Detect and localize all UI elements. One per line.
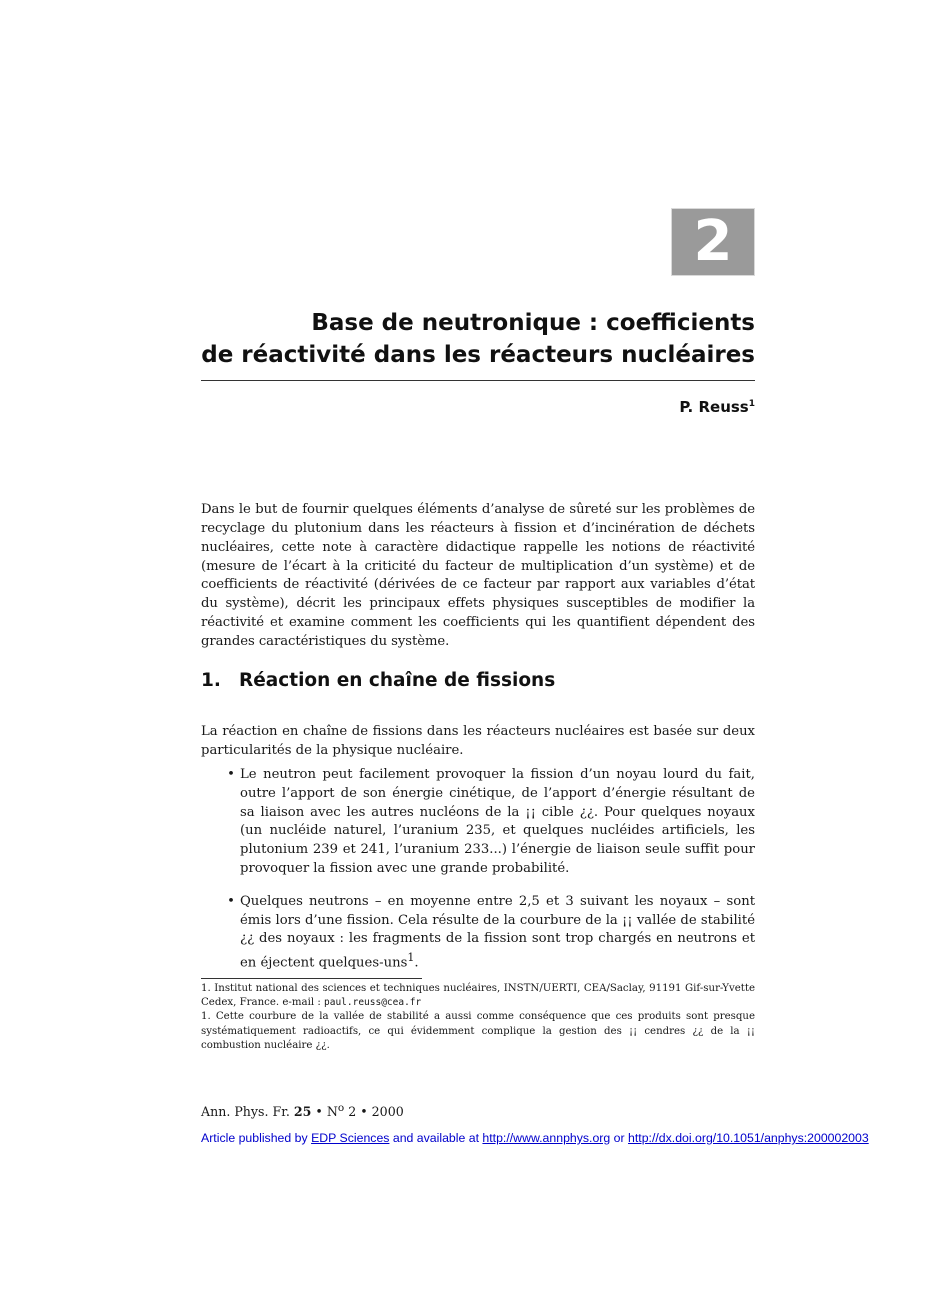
title-divider: [201, 380, 755, 381]
publication-text-3: or: [610, 1131, 629, 1145]
bullet-marker: •: [227, 767, 235, 782]
issue-label: N: [326, 1104, 338, 1120]
publication-text-1: Article published by: [201, 1131, 312, 1145]
bullet-footnote-marker: 1: [407, 951, 415, 965]
section-title: Réaction en chaîne de fissions: [239, 670, 556, 691]
bullet-text: Le neutron peut facilement provoquer la fission d’un noyau lourd du fait, outre l’apport de son énergie cinétique, de l’apport d’énergie résultant de sa liaison avec les autres nucléons de la ¡¡ cible ¿¿. Pour quelques noyaux (un nucléide naturel, l’uranium 235, et quelques nucléides artificiels, les plutonium 239 et 241, l’uranium 233...) l’énergie de liaison seule suffit pour provoquer la fission avec une grande probabilité.: [240, 767, 755, 876]
publication-notice: [201, 1130, 901, 1146]
journal-separator: •: [356, 1104, 372, 1120]
publication-text-2: and available at: [389, 1131, 483, 1145]
footnotes: [201, 982, 755, 1053]
paper-title: [201, 307, 755, 371]
journal-separator: •: [311, 1104, 327, 1120]
title-line-1: Base de neutronique : coefficients: [311, 310, 755, 336]
annphys-link[interactable]: http://www.annphys.org: [482, 1131, 611, 1145]
author-name: P. Reuss: [679, 398, 749, 416]
footnote-stability-note: 1. Cette courbure de la vallée de stabilité a aussi comme conséquence que ces produits sont presque systématiquement radioactifs, ce qui évidemment complique la gestion des ¡¡ cendres ¿¿ de la ¡¡ combustion nucléaire ¿¿.: [201, 1011, 755, 1051]
issue-superscript: o: [337, 1102, 345, 1114]
abstract: Dans le but de fournir quelques éléments d’analyse de sûreté sur les problèmes de recyclage du plutonium dans les réacteurs à fission et d’incinération de déchets nucléaires, cette note à caractère didactique rappelle les notions de réactivité (mesure de l’écart à la criticité du facteur de multiplication d’un système) et de coefficients de réactivité (dérivées de ce facteur par rapport aux variables d’état du système), décrit les principaux effets physiques susceptibles de modifier la réactivité et examine comment les coefficients qui les quantifient dépendent des grandes caractéristiques du système.: [201, 502, 755, 649]
journal-prefix: Ann. Phys. Fr.: [201, 1104, 294, 1120]
bullet-item: [201, 893, 755, 974]
footnote-affiliation: [201, 982, 755, 1010]
author-footnote-marker: 1: [748, 399, 755, 409]
doi-link[interactable]: http://dx.doi.org/10.1051/anphys:200002003: [628, 1131, 869, 1145]
bullet-text: Quelques neutrons – en moyenne entre 2,5 et 3 suivant les noyaux – sont émis lors d’une fission. Cela résulte de la courbure de la ¡¡ vallée de stabilité ¿¿ des noyaux : les fragments de la fission sont trop chargés en neutrons et en éjectent quelques-uns: [240, 893, 755, 971]
bullet-marker: •: [227, 893, 235, 909]
section-number: 1.: [201, 670, 221, 691]
author-email[interactable]: paul.reuss@cea.fr: [324, 997, 422, 1009]
chapter-number-badge: 2: [671, 208, 755, 276]
journal-volume: 25: [293, 1104, 312, 1120]
bullet-item: [201, 766, 755, 879]
title-line-2: de réactivité dans les réacteurs nucléaires: [201, 342, 755, 368]
journal-year: 2000: [371, 1104, 404, 1120]
edp-sciences-link[interactable]: EDP Sciences: [311, 1131, 390, 1145]
journal-reference: [201, 1100, 551, 1120]
section-heading: [201, 666, 755, 696]
footnote-affiliation-text: 1. Institut national des sciences et techniques nucléaires, INSTN/UERTI, CEA/Saclay, 91191 Gif-sur-Yvette Cedex, France. e-mail :: [201, 983, 755, 1009]
author-line: [550, 398, 755, 416]
bullet-list: [201, 766, 755, 987]
bullet-end-punctuation: .: [414, 955, 419, 971]
section-intro: La réaction en chaîne de fissions dans les réacteurs nucléaires est basée sur deux particularités de la physique nucléaire.: [201, 724, 755, 758]
footnote-divider: [201, 978, 422, 979]
issue-number: 2: [344, 1104, 357, 1120]
